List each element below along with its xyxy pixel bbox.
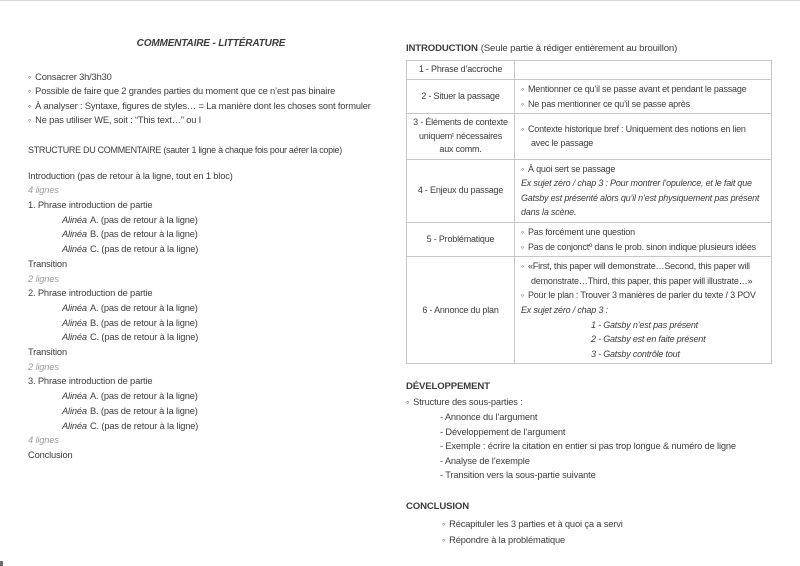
content-line — [521, 259, 765, 288]
row-label: 1 - Phrase d’accroche — [418, 64, 503, 75]
introduction-heading — [406, 43, 774, 54]
example-text: Ex sujet zéro / chap 3 : — [521, 305, 608, 316]
development-items — [406, 410, 774, 483]
outline-alinea — [28, 330, 394, 345]
outline-line-count: 4 lignes — [28, 435, 59, 446]
page-title: COMMENTAIRE - LITTÉRATURE — [136, 38, 286, 49]
outline-line-count: 4 lignes — [28, 185, 59, 196]
development-intro — [406, 395, 774, 410]
row-label: aux comm. — [439, 144, 482, 155]
development-item: - Développement de l’argument — [440, 426, 566, 437]
outline-part-1: 1. Phrase introduction de partie — [28, 200, 153, 211]
outline-alinea — [28, 242, 394, 257]
conclusion-item-text: Répondre à la problématique — [449, 535, 566, 546]
bullet-icon: ◦ — [28, 100, 32, 111]
table-row — [407, 80, 772, 114]
alinea-text: B. (pas de retour à la ligne) — [89, 405, 198, 416]
row-label-cell — [407, 80, 515, 114]
bullet-icon: ◦ — [28, 72, 32, 82]
outline-transition: Transition — [28, 258, 67, 269]
conclusion-item — [442, 532, 774, 549]
note-text: Consacrer 3h/3h30 — [35, 72, 112, 82]
content-text: À quoi sert se passage — [528, 163, 616, 174]
alinea-word: Alinéa — [62, 405, 87, 416]
bullet-icon: ◦ — [521, 241, 524, 252]
bullet-icon: ◦ — [521, 123, 524, 134]
outline-alinea — [28, 213, 394, 228]
bullet-icon: ◦ — [442, 535, 446, 546]
table-row — [407, 114, 772, 160]
alinea-text: C. (pas de retour à la ligne) — [89, 420, 199, 431]
outline-line-count: 2 lignes — [28, 361, 59, 372]
conclusion-section — [406, 499, 774, 549]
outline-part-3: 3. Phrase introduction de partie — [28, 376, 153, 387]
bullet-icon: ◦ — [442, 518, 446, 529]
outline-conclusion: Conclusion — [28, 449, 73, 460]
bullet-icon: ◦ — [521, 261, 524, 272]
row-label: 4 - Enjeux du passage — [417, 185, 504, 196]
note-line — [28, 84, 394, 98]
alinea-text: A. (pas de retour à la ligne) — [89, 391, 198, 402]
content-line — [521, 162, 765, 177]
table-row — [407, 223, 772, 257]
content-text: Ne pas mentionner ce qu’il se passe après — [528, 98, 690, 109]
introduction-heading-note: (Seule partie à rédiger entièrement au brouillon) — [480, 43, 678, 54]
table-row — [407, 257, 772, 364]
row-content-cell — [515, 159, 772, 222]
row-label-cell — [407, 257, 515, 364]
bullet-icon: ◦ — [406, 397, 410, 408]
structure-heading: STRUCTURE DU COMMENTAIRE (sauter 1 ligne à chaque fois pour aérer la copie) — [28, 144, 342, 155]
row-label-cell — [407, 159, 515, 222]
alinea-word: Alinéa — [62, 317, 87, 328]
row-label: 2 - Situer la passage — [421, 90, 500, 101]
outline-alinea — [28, 227, 394, 242]
example-text: Ex sujet zéro / chap 3 : Pour montrer l’opulence, et le fait que Gatsby est présenté alors qu’il n’est physiquement pas présent dans la scène. — [521, 178, 760, 218]
development-item: - Exemple : écrire la citation en entier si pas trop longue & numéro de ligne — [440, 441, 736, 452]
conclusion-item — [442, 516, 774, 533]
content-line — [521, 288, 765, 303]
bullet-icon: ◦ — [28, 86, 32, 97]
outline-alinea — [28, 301, 394, 316]
alinea-word: Alinéa — [62, 229, 87, 240]
table-row — [407, 159, 772, 222]
bullet-icon: ◦ — [28, 115, 32, 126]
conclusion-heading: CONCLUSION — [406, 500, 469, 512]
conclusion-items — [406, 516, 774, 549]
note-line — [28, 113, 394, 127]
row-label: uniquemᵗ nécessaires — [418, 130, 503, 141]
content-line — [521, 82, 765, 97]
outline-alinea — [28, 404, 394, 419]
development-heading: DÉVELOPPEMENT — [406, 381, 490, 393]
alinea-text: A. (pas de retour à la ligne) — [89, 302, 198, 313]
row-label: 5 - Problématique — [426, 233, 495, 244]
general-notes — [28, 70, 394, 128]
row-content-cell — [515, 223, 772, 257]
alinea-word: Alinéa — [62, 332, 87, 343]
content-text: «First, this paper will demonstrate…Second, this paper will demonstrate…Third, this paper, this paper will illustrate…» — [528, 261, 753, 286]
plan-item: 2 - Gatsby est en faite présent — [591, 334, 706, 345]
outline-alinea — [28, 316, 394, 331]
plan-item: 3 - Gatsby contrôle tout — [591, 348, 680, 359]
row-label-cell — [407, 223, 515, 257]
commentary-outline — [28, 169, 394, 463]
row-label: 3 - Éléments de contexte — [413, 117, 508, 128]
plan-item: 1 - Gatsby n’est pas présent — [591, 319, 698, 330]
alinea-word: Alinéa — [62, 391, 87, 402]
content-text: Pour le plan : Trouver 3 manières de parler du texte / 3 POV — [528, 290, 756, 301]
row-content-cell — [515, 114, 772, 160]
alinea-text: B. (pas de retour à la ligne) — [89, 229, 198, 240]
right-column — [406, 1, 774, 549]
alinea-word: Alinéa — [62, 214, 87, 225]
development-item: - Transition vers la sous-partie suivante — [440, 470, 596, 481]
content-line — [521, 240, 765, 255]
content-text: Contexte historique bref : Uniquement des notions en lien avec le passage — [528, 123, 746, 149]
note-text: Ne pas utiliser WE, soit : “This text…” ou I — [35, 115, 202, 126]
introduction-table — [406, 60, 772, 364]
alinea-text: C. (pas de retour à la ligne) — [89, 244, 199, 255]
bullet-icon: ◦ — [521, 84, 524, 94]
outline-line-count: 2 lignes — [28, 273, 59, 284]
note-line — [28, 70, 394, 84]
alinea-text: A. (pas de retour à la ligne) — [89, 214, 198, 225]
row-label-cell — [407, 114, 515, 160]
introduction-heading-word: INTRODUCTION — [406, 43, 478, 54]
content-text: Mentionner ce qu’il se passe avant et pendant le passage — [528, 84, 747, 94]
alinea-text: C. (pas de retour à la ligne) — [89, 332, 199, 343]
content-line — [521, 122, 765, 151]
bullet-icon: ◦ — [521, 290, 524, 301]
development-item: - Analyse de l’exemple — [440, 455, 530, 466]
alinea-text: B. (pas de retour à la ligne) — [89, 317, 198, 328]
bullet-icon: ◦ — [521, 98, 524, 109]
development-intro-text: Structure des sous-parties : — [413, 397, 523, 408]
outline-part-2: 2. Phrase introduction de partie — [28, 288, 153, 299]
scan-artifact — [0, 561, 3, 566]
row-content-cell — [515, 61, 772, 80]
development-section — [406, 379, 774, 483]
left-column — [28, 1, 394, 463]
row-content-cell — [515, 80, 772, 114]
conclusion-item-text: Récapituler les 3 parties et à quoi ça a servi — [449, 518, 623, 529]
outline-intro: Introduction (pas de retour à la ligne, tout en 1 bloc) — [28, 170, 233, 181]
note-line — [28, 99, 394, 113]
row-label: 6 - Annonce du plan — [422, 304, 499, 315]
note-text: À analyser : Syntaxe, figures de styles… = La manière dont les choses sont formuler — [35, 100, 371, 111]
outline-transition: Transition — [28, 347, 67, 358]
table-row — [407, 61, 772, 80]
content-text: Pas de conjonctº dans le prob. sinon indique plusieurs idées — [528, 241, 756, 252]
alinea-word: Alinéa — [62, 244, 87, 255]
development-item: - Annonce du l’argument — [440, 412, 538, 423]
outline-alinea — [28, 419, 394, 434]
alinea-word: Alinéa — [62, 420, 87, 431]
bullet-icon: ◦ — [521, 163, 524, 174]
bullet-icon: ◦ — [521, 227, 524, 238]
content-text: Pas forcément une question — [528, 227, 635, 238]
alinea-word: Alinéa — [62, 302, 87, 313]
row-content-cell — [515, 257, 772, 364]
content-line — [521, 97, 765, 112]
row-label-cell — [407, 61, 515, 80]
outline-alinea — [28, 389, 394, 404]
content-line — [521, 225, 765, 240]
note-text: Possible de faire que 2 grandes parties du moment que ce n’est pas binaire — [35, 86, 336, 97]
